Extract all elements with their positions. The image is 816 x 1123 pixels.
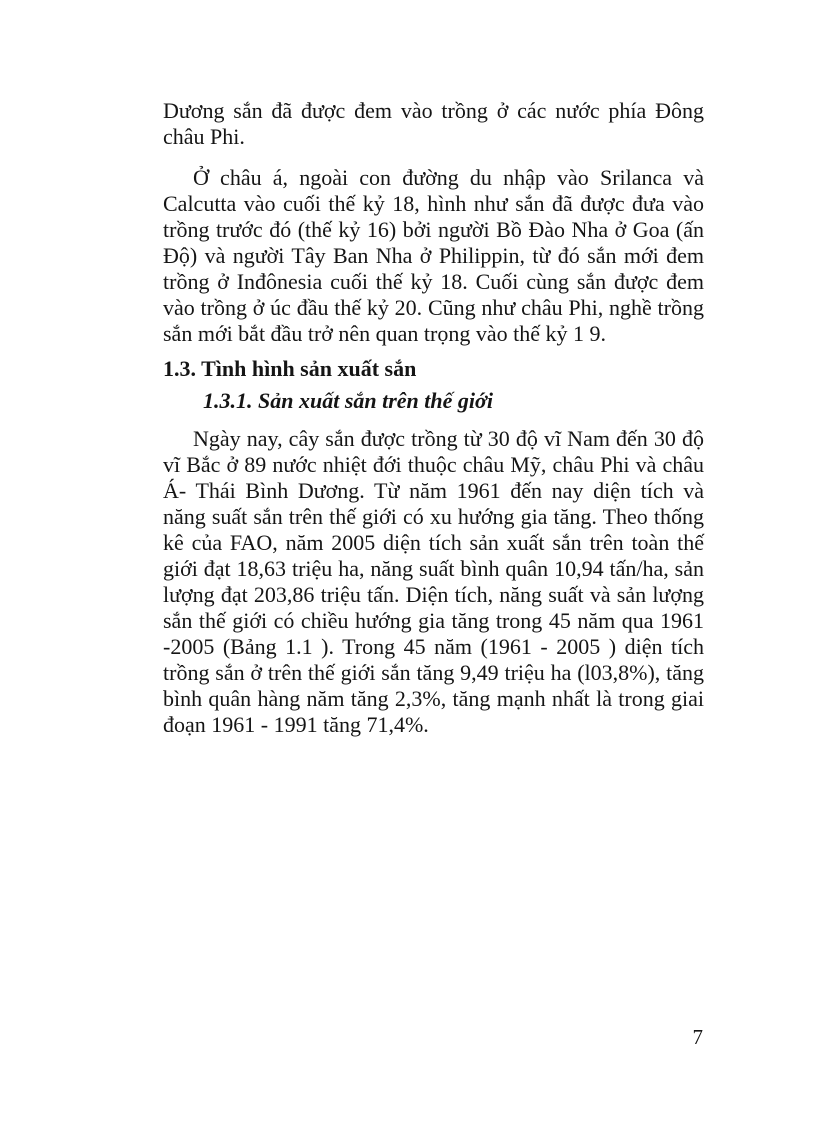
- section-heading-1-3: 1.3. Tình hình sản xuất sắn: [163, 356, 417, 381]
- page-number: 7: [692, 1025, 703, 1049]
- paragraph-world-production: Ngày nay, cây sắn được trồng từ 30 độ vĩ Nam đến 30 độ vĩ Bắc ở 89 nước nhiệt đới thuộc châu Mỹ, châu Phi và châu Á- Thái Bình Dương. Từ năm 1961 đến nay diện tích và năng suất sắn trên thế giới có xu hướng gia tăng. Theo thống kê của FAO, năm 2005 diện tích sản xuất sắn trên toàn thế giới đạt 18,63 triệu ha, năng suất bình quân 10,94 tấn/ha, sản lượng đạt 203,86 triệu tấn. Diện tích, năng suất và sản lượng sắn thế giới có chiều hướng gia tăng trong 45 năm qua 1961 -2005 (Bảng 1.1 ). Trong 45 năm (1961 - 2005 ) diện tích trồng sắn ở trên thế giới sắn tăng 9,49 triệu ha (l03,8%), tăng bình quân hàng năm tăng 2,3%, tăng mạnh nhất là trong giai đoạn 1961 - 1991 tăng 71,4%.: [163, 426, 704, 737]
- text-column: [163, 98, 704, 738]
- paragraph-asia-history: Ở châu á, ngoài con đường du nhập vào Srilanca và Calcutta vào cuối thế kỷ 18, hình như sắn đã được đưa vào trồng trước đó (thế kỷ 16) bởi người Bồ Đào Nha ở Goa (ấn Độ) và người Tây Ban Nha ở Philippin, từ đó sắn mới đem trồng ở Inđônesia cuối thế kỷ 18. Cuối cùng sắn được đem vào trồng ở úc đầu thế kỷ 20. Cũng như châu Phi, nghề trồng sắn mới bắt đầu trở nên quan trọng vào thế kỷ 1 9.: [163, 165, 704, 346]
- subsection-heading-1-3-1: 1.3.1. Sản xuất sắn trên thế giới: [203, 388, 493, 413]
- paragraph-continuation: Dương sắn đã được đem vào trồng ở các nước phía Đông châu Phi.: [163, 98, 704, 149]
